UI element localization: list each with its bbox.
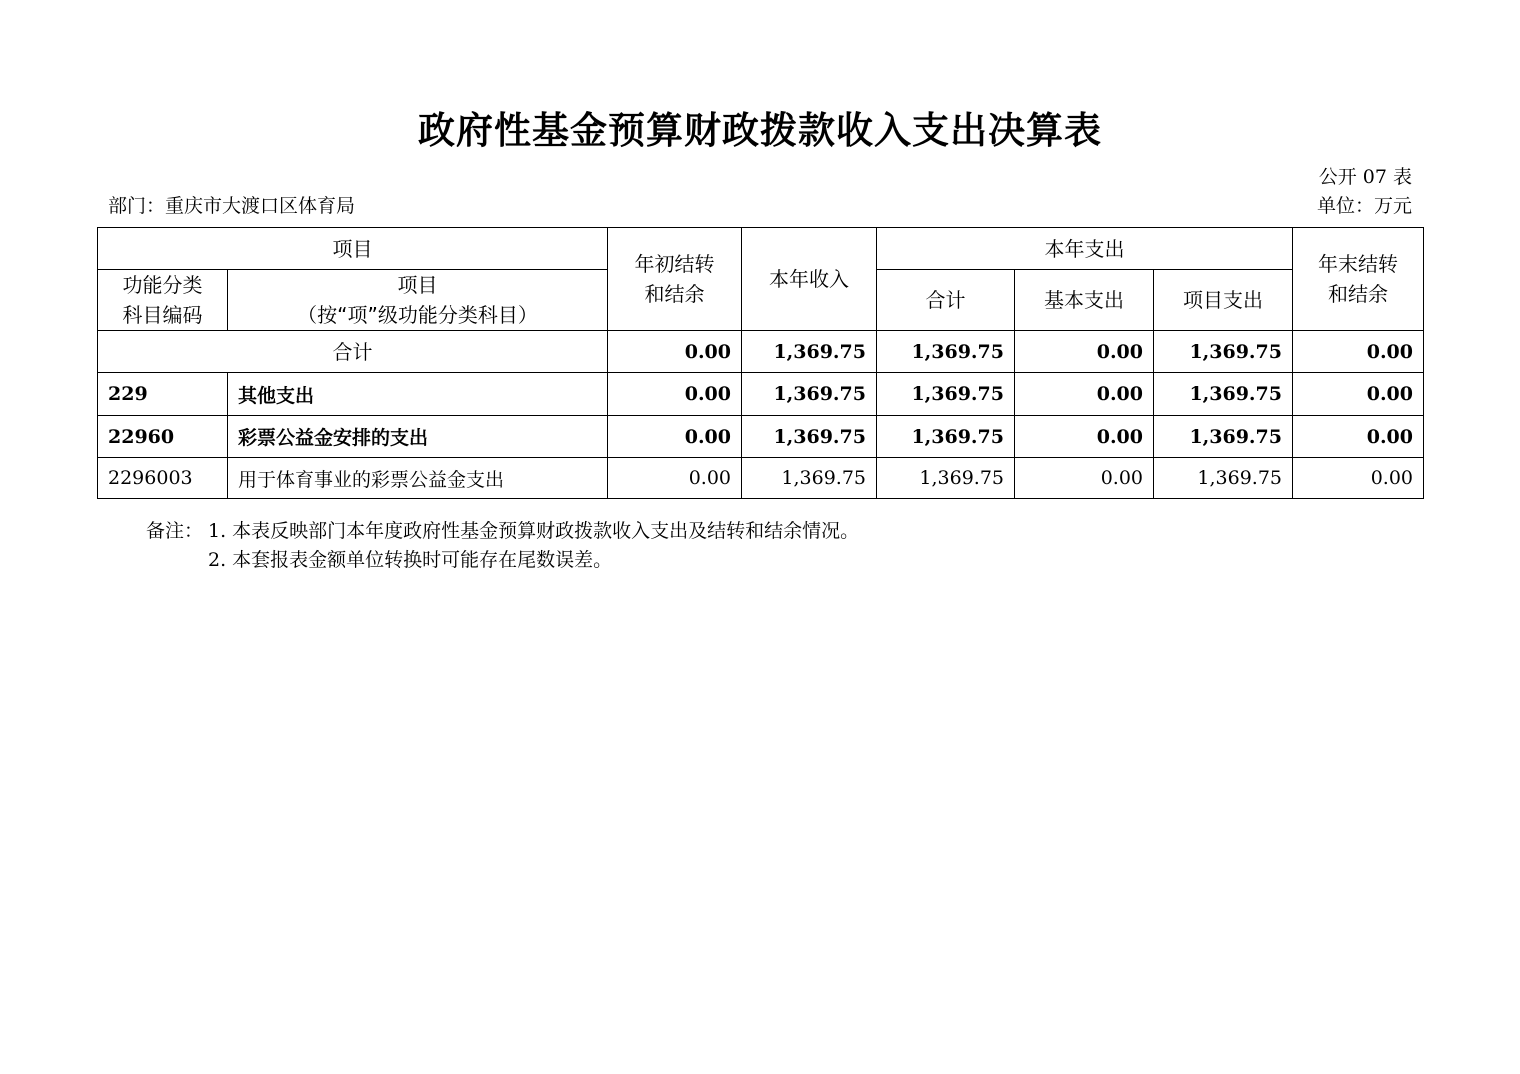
header-expense-basic: 基本支出: [1015, 270, 1154, 331]
row-income: 1,369.75: [742, 373, 877, 416]
header-item-name-line1: 项目: [397, 273, 438, 297]
header-begin-balance-line1: 年初结转: [634, 252, 715, 276]
department-label: 部门：重庆市大渡口区体育局: [108, 195, 356, 217]
row-income: 1,369.75: [742, 458, 877, 499]
fund-budget-table: [97, 227, 1424, 499]
row-begin: 0.00: [608, 373, 742, 416]
unit-label: 单位：万元: [1316, 195, 1412, 217]
total-exp-total: 1,369.75: [877, 331, 1015, 373]
notes: [146, 517, 859, 575]
table-row: [98, 373, 1424, 416]
row-end: 0.00: [1293, 458, 1424, 499]
note-item-2: 2. 本套报表金额单位转换时可能存在尾数误差。: [208, 549, 613, 571]
total-end: 0.00: [1293, 331, 1424, 373]
row-exp-total: 1,369.75: [877, 458, 1015, 499]
form-code: 公开 07 表: [1318, 166, 1412, 188]
row-exp-project: 1,369.75: [1154, 373, 1293, 416]
row-exp-total: 1,369.75: [877, 373, 1015, 416]
row-income: 1,369.75: [742, 416, 877, 458]
notes-label: 备注：: [146, 520, 204, 542]
total-exp-project: 1,369.75: [1154, 331, 1293, 373]
row-code: 2296003: [98, 458, 228, 499]
header-item-name: [228, 270, 608, 331]
header-income: 本年收入: [742, 228, 877, 331]
page-title: 政府性基金预算财政拨款收入支出决算表: [418, 109, 1102, 152]
row-name: 用于体育事业的彩票公益金支出: [228, 458, 608, 499]
table-row: [98, 416, 1424, 458]
row-end: 0.00: [1293, 373, 1424, 416]
header-expense-total: 合计: [877, 270, 1015, 331]
header-row-1: [98, 228, 1424, 270]
row-begin: 0.00: [608, 458, 742, 499]
header-expense-group: 本年支出: [877, 228, 1293, 270]
table-row: [98, 458, 1424, 499]
total-row: [98, 331, 1424, 373]
header-func-code-line2: 科目编码: [122, 303, 203, 327]
header-func-code: [98, 270, 228, 331]
row-end: 0.00: [1293, 416, 1424, 458]
notes-indent: [146, 546, 208, 575]
note-line-1: [146, 517, 859, 546]
header-item-name-line2: （按“项”级功能分类科目）: [297, 303, 538, 327]
header-expense-project: 项目支出: [1154, 270, 1293, 331]
row-name: 彩票公益金安排的支出: [228, 416, 608, 458]
total-label: 合计: [98, 331, 608, 373]
header-func-code-line1: 功能分类: [122, 273, 203, 297]
header-end-balance: [1293, 228, 1424, 331]
header-end-balance-line1: 年末结转: [1318, 252, 1398, 276]
row-exp-project: 1,369.75: [1154, 416, 1293, 458]
row-exp-basic: 0.00: [1015, 458, 1154, 499]
row-exp-basic: 0.00: [1015, 416, 1154, 458]
note-item-1: 1. 本表反映部门本年度政府性基金预算财政拨款收入支出及结转和结余情况。: [208, 520, 860, 542]
row-code: 22960: [98, 416, 228, 458]
row-exp-project: 1,369.75: [1154, 458, 1293, 499]
total-income: 1,369.75: [742, 331, 877, 373]
total-begin: 0.00: [608, 331, 742, 373]
row-begin: 0.00: [608, 416, 742, 458]
row-name: 其他支出: [228, 373, 608, 416]
header-end-balance-line2: 和结余: [1328, 282, 1388, 306]
header-item-group: 项目: [98, 228, 608, 270]
header-begin-balance: [608, 228, 742, 331]
row-exp-basic: 0.00: [1015, 373, 1154, 416]
row-exp-total: 1,369.75: [877, 416, 1015, 458]
note-line-2: [146, 546, 859, 575]
header-begin-balance-line2: 和结余: [644, 282, 705, 306]
row-code: 229: [98, 373, 228, 416]
total-exp-basic: 0.00: [1015, 331, 1154, 373]
